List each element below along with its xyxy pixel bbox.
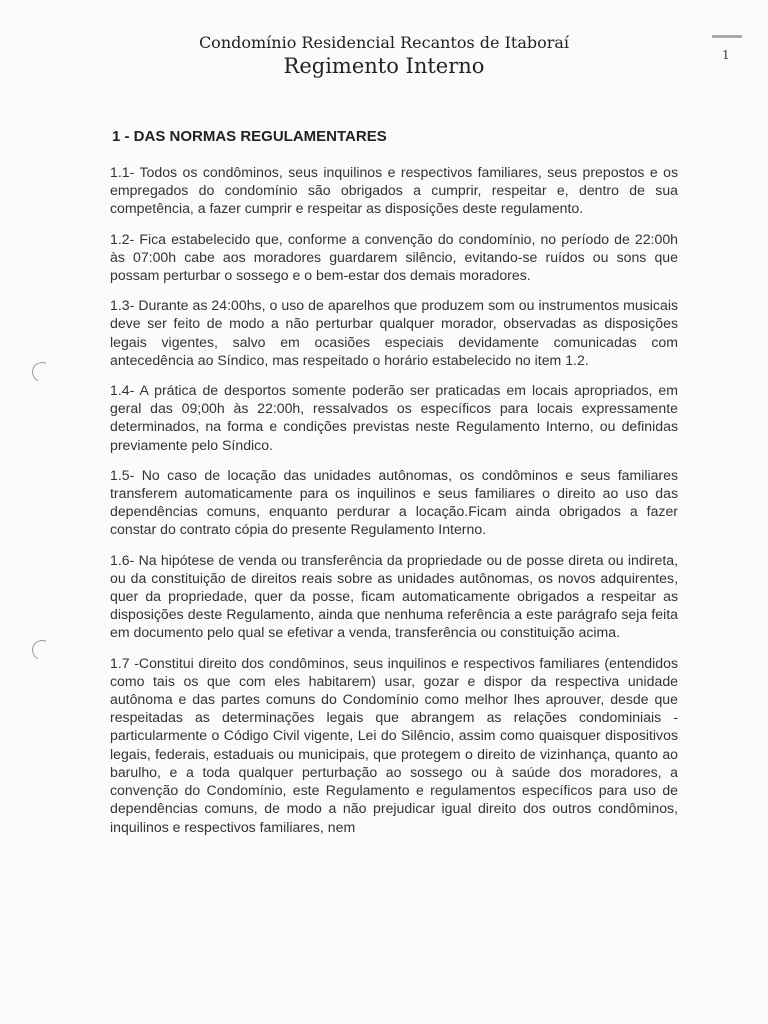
body-text — [110, 163, 678, 848]
paragraph-1-4: 1.4- A prática de desportos somente poderão ser praticadas em locais apropriados, em geral das 09;00h às 22:00h, ressalvados os específicos para locais expressamente determinados, na forma e condições previstas neste Regulamento Interno, ou definidas previamente pelo Síndico. — [110, 382, 678, 453]
paragraph-1-2: 1.2- Fica estabelecido que, conforme a convenção do condomínio, no período de 22:00h às 07:00h cabe aos moradores guardarem silêncio, evitando-se ruídos ou sons que possam perturbar o sossego e o bem-estar dos demais moradores. — [110, 230, 678, 284]
condominium-name: Condomínio Residencial Recantos de Itaboraí — [198, 33, 570, 52]
page-number: 1 — [722, 48, 730, 62]
paragraph-1-5: 1.5- No caso de locação das unidades autônomas, os condôminos e seus familiares transferem automaticamente para os inquilinos e seus familiares o direito ao uso das dependências comuns, enquanto perdurar a locação.Ficam ainda obrigados a fazer constar do contrato cópia do presente Regulamento Interno. — [110, 466, 678, 538]
section-title: 1 - DAS NORMAS REGULAMENTARES — [112, 128, 387, 145]
punch-hole-mark — [29, 359, 55, 385]
paragraph-1-7: 1.7 -Constitui direito dos condôminos, seus inquilinos e respectivos familiares (entendidos como tais os que com eles habitarem) usar, gozar e dispor da respectiva unidade autônoma e das partes comuns do Condomínio como melhor lhes aprouver, desde que respeitadas as determinações legais que abrangem as relações condominiais - particularmente o Código Civil vigente, Lei do Silêncio, assim como quaisquer dispositivos legais, federais, estaduais ou municipais, que protegem o direito de vizinhança, quanto ao barulho, e a toda qualquer perturbação ao sossego ou à saúde dos moradores, a convenção do Condomínio, este Regulamento e regulamentos específicos para uso de dependências comuns, de modo a não prejudicar igual direito dos outros condôminos, inquilinos e respectivos familiares, nem — [110, 654, 678, 835]
paragraph-1-1: 1.1- Todos os condôminos, seus inquilinos e respectivos familiares, seus prepostos e os empregados do condomínio são obrigados a cumprir, respeitar e, dentro de sua competência, a fazer cumprir e respeitar as disposições deste regulamento. — [110, 164, 678, 217]
page-corner-mark — [712, 35, 742, 38]
punch-hole-mark — [29, 637, 55, 663]
paragraph-1-3: 1.3- Durante as 24:00hs, o uso de aparelhos que produzem som ou instrumentos musicais deve ser feito de modo a não perturbar qualquer morador, observadas as disposições legais vigentes, salvo em ocasiões especiais devidamente comunicadas com antecedência ao Síndico, mas respeitado o horário estabelecido no item 1.2. — [110, 297, 678, 368]
paragraph-1-6: 1.6- Na hipótese de venda ou transferência da propriedade ou de posse direta ou indireta, ou da constituição de direitos reais sobre as unidades autônomas, os novos adquirentes, quer da propriedade, quer da posse, ficam automaticamente obrigados a respeitar as disposições deste Regulamento, ainda que nenhuma referência a este parágrafo seja feita em documento pelo qual se efetivar a venda, transferência ou constituição acima. — [110, 551, 678, 641]
document-title: Regimento Interno — [283, 54, 485, 78]
